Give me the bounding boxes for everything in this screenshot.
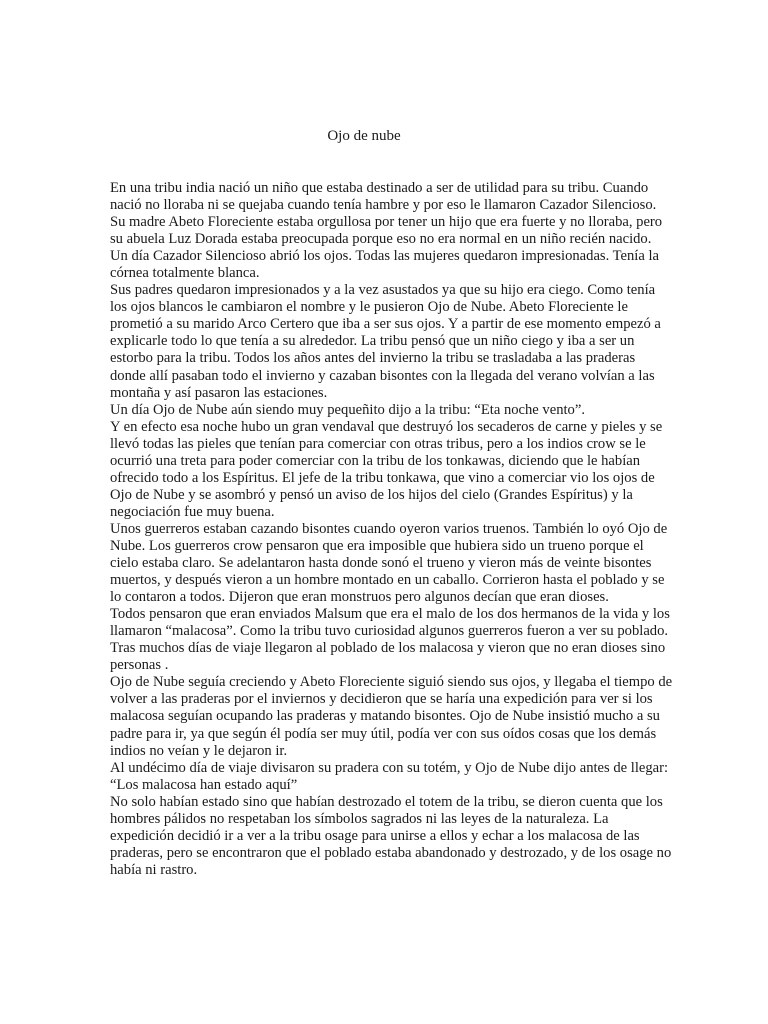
- paragraph-8: Ojo de Nube seguía creciendo y Abeto Floreciente siguió siendo sus ojos, y llegaba el tiempo de volver a las praderas por el inviernos y decidieron que se haría una expedición para ver si los malacosa seguían ocupando las praderas y matando bisontes. Ojo de Nube insistió mucho a su padre para ir, ya que según él podía ser muy útil, podía ver con sus oídos cosas que los demás indios no veían y le dejaron ir.: [110, 674, 673, 759]
- paragraph-6: Unos guerreros estaban cazando bisontes cuando oyeron varios truenos. También lo oyó Ojo de Nube. Los guerreros crow pensaron que era imposible que hubiera sido un trueno porque el cielo estaba claro. Se adelantaron hasta donde sonó el trueno y vieron más de veinte bisontes muertos, y después vieron a un hombre montado en un caballo. Corrieron hasta el poblado y se lo contaron a todos. Dijeron que eran monstruos pero algunos decían que eran dioses.: [110, 520, 668, 606]
- document-body: [110, 180, 674, 879]
- paragraph-4: Un día Ojo de Nube aún siendo muy pequeñito dijo a la tribu: “Eta noche vento”.: [110, 401, 585, 418]
- paragraph-1: En una tribu india nació un niño que estaba destinado a ser de utilidad para su tribu. Cuando nació no lloraba ni se quejaba cuando tenía hambre y por eso le llamaron Cazador Silencioso. Su madre Abeto Floreciente estaba orgullosa por tener un hijo que era fuerte y no lloraba, pero su abuela Luz Dorada estaba preocupada porque eso no era normal en un niño recién nacido.: [110, 180, 663, 248]
- paragraph-9: Al undécimo día de viaje divisaron su pradera con su totém, y Ojo de Nube dijo antes de llegar: “Los malacosa han estado aquí”: [110, 759, 669, 793]
- paragraph-2: Un día Cazador Silencioso abrió los ojos. Todas las mujeres quedaron impresionadas. Tenía la córnea totalmente blanca.: [110, 248, 660, 282]
- paragraph-3: Sus padres quedaron impresionados y a la vez asustados ya que su hijo era ciego. Como tenía los ojos blancos le cambiaron el nombre y le pusieron Ojo de Nube. Abeto Floreciente le prometió a su marido Arco Certero que iba a ser sus ojos. Y a partir de ese momento empezó a explicarle todo lo que tenía a su alrededor. La tribu pensó que un niño ciego y iba a ser un estorbo para la tribu. Todos los años antes del invierno la tribu se trasladaba a las praderas donde allí pasaban todo el invierno y cazaban bisontes con la llegada del verano volvían a las montaña y así pasaron las estaciones.: [110, 282, 661, 401]
- paragraph-7: Todos pensaron que eran enviados Malsum que era el malo de los dos hermanos de la vida y los llamaron “malacosa”. Como la tribu tuvo curiosidad algunos guerreros fueron a ver su poblado. Tras muchos días de viaje llegaron al poblado de los malacosa y vieron que no eran dioses sino personas .: [110, 606, 670, 674]
- paragraph-10: No solo habían estado sino que habían destrozado el totem de la tribu, se dieron cuenta que los hombres pálidos no respetaban los símbolos sagrados ni las leyes de la naturaleza. La expedición decidió ir a ver a la tribu osage para unirse a ellos y echar a los malacosa de las praderas, pero se encontraron que el poblado estaba abandonado y destrozado, y de los osage no había ni rastro.: [110, 793, 672, 878]
- page-title: Ojo de nube: [327, 128, 401, 144]
- paragraph-5: Y en efecto esa noche hubo un gran vendaval que destruyó los secaderos de carne y pieles y se llevó todas las pieles que tenían para comerciar con otras tribus, pero a los indios crow se le ocurrió una treta para poder comerciar con la tribu de los tonkawas, diciendo que le habían ofrecido todo a los Espíritus. El jefe de la tribu tonkawa, que vino a comerciar vio los ojos de Ojo de Nube y se asombró y pensó un aviso de los hijos del cielo (Grandes Espíritus) y la negociación fue muy buena.: [110, 418, 663, 520]
